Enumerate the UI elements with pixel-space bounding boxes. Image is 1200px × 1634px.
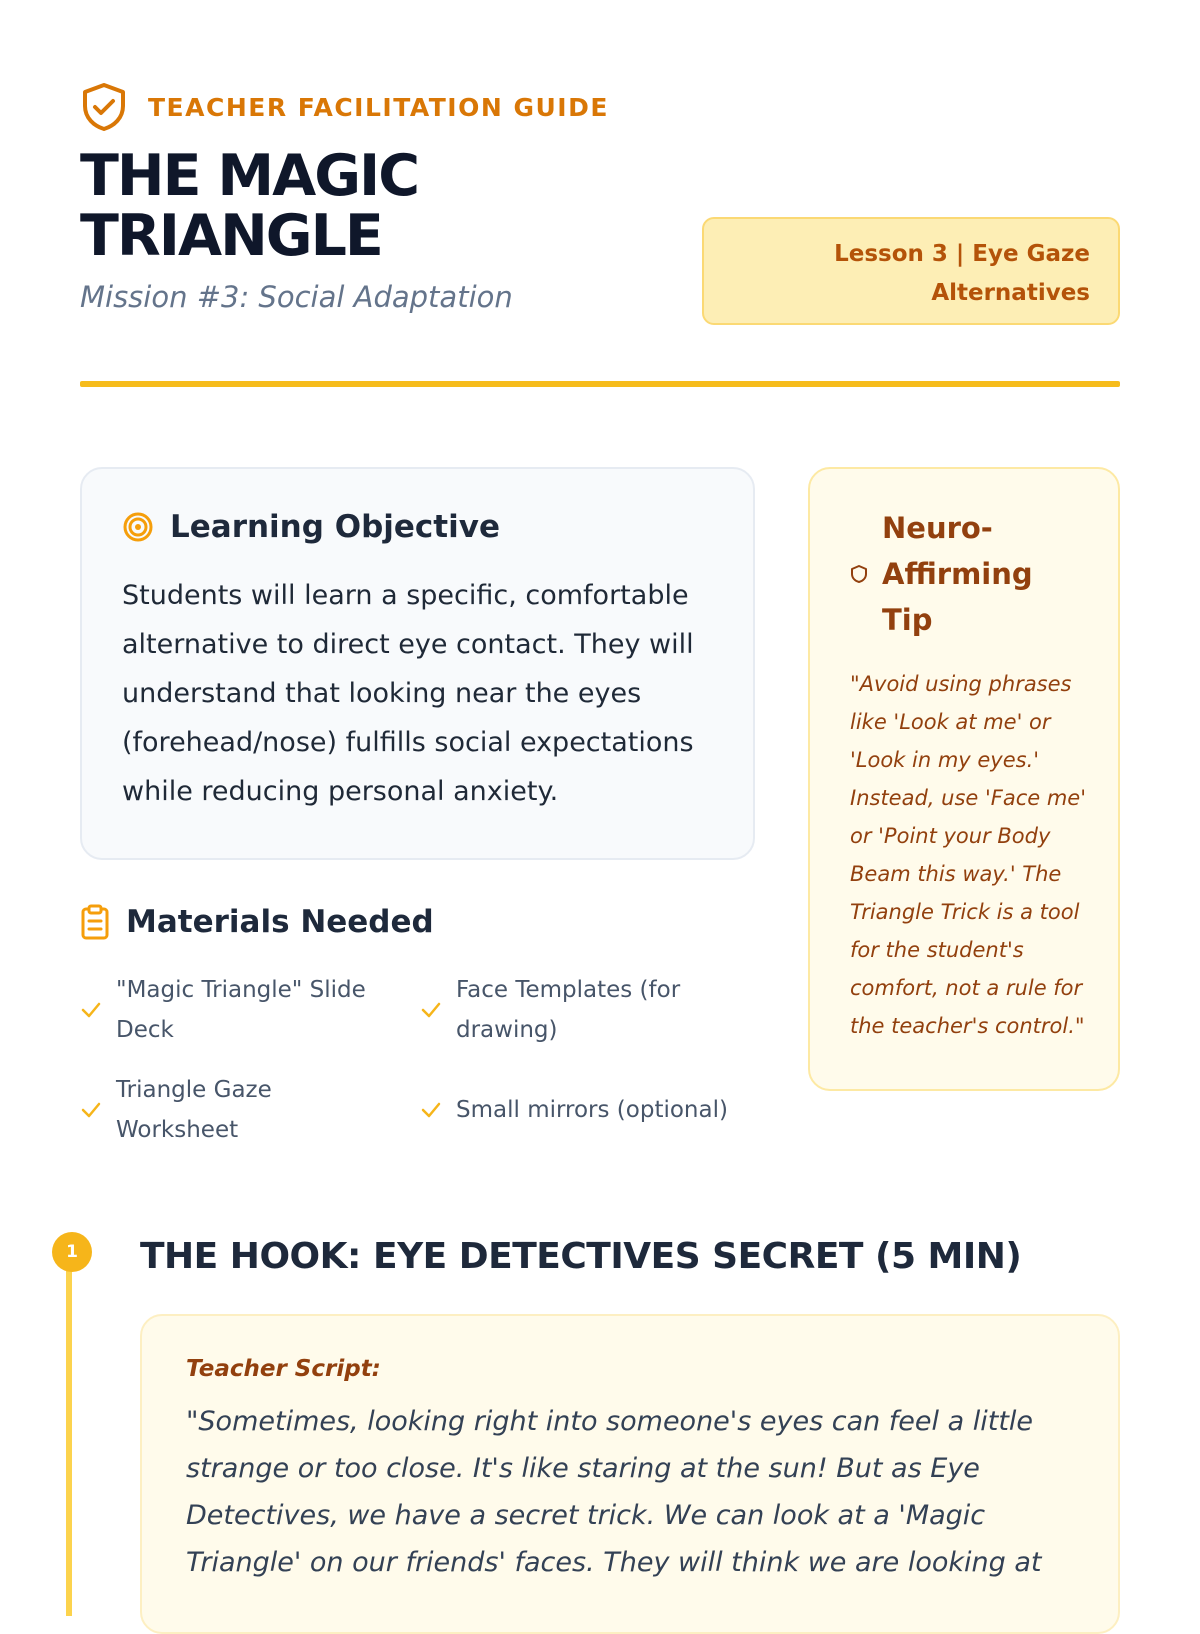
eyebrow-label: TEACHER FACILITATION GUIDE [148,92,609,122]
lesson-badge: Lesson 3 | Eye Gaze Alternatives [702,217,1120,325]
script-text: "Sometimes, looking right into someone's eyes can feel a little strange or too close. It's like staring at the sun! But as Eye Detectives, we have a secret trick. We can look at a 'Magic Triangle' on our friends' faces. They will think we are looking at [186,1406,1042,1578]
neuro-affirming-tip-card [808,467,1120,1091]
target-icon [122,511,154,543]
guide-eyebrow [80,82,609,132]
page-title: THE MAGIC TRIANGLE [80,143,419,269]
step-number-badge: 1 [52,1232,92,1272]
material-label: Triangle Gaze Worksheet [116,1077,272,1143]
objective-header [122,509,713,545]
material-label: "Magic Triangle" Slide Deck [116,977,366,1043]
teacher-script-card [140,1314,1120,1634]
material-label: Small mirrors (optional) [456,1097,728,1123]
material-item [420,970,720,1050]
materials-header [80,904,780,940]
shield-icon [850,564,868,584]
material-item [80,1070,380,1150]
objective-body: Students will learn a specific, comfortable alternative to direct eye contact. They will understand that looking near the eyes (forehead/nose) fulfills social expectations while reducing personal anxiety. [122,580,694,807]
header-divider [80,381,1120,387]
tip-heading: Neuro-Affirming Tip [882,511,1033,637]
clipboard-icon [80,904,110,940]
timeline-bar [66,1236,72,1616]
material-item [420,1090,780,1130]
material-item [80,970,390,1050]
shield-check-icon [80,82,128,132]
check-icon [420,1001,442,1019]
section-title: THE HOOK: EYE DETECTIVES SECRET (5 MIN) [140,1236,1022,1277]
materials-list [80,970,780,1160]
check-icon [80,1001,102,1019]
materials-heading: Materials Needed [126,904,434,940]
check-icon [420,1101,442,1119]
materials-section [80,904,780,1160]
tip-body: "Avoid using phrases like 'Look at me' or 'Look in my eyes.' Instead, use 'Face me' or 'Point your Body Beam this way.' The Triangle Trick is a tool for the student's comfort, not a rule for the teacher's control." [850,672,1087,1038]
facilitation-guide-page [66,0,1120,1600]
material-label: Face Templates (for drawing) [456,977,681,1043]
objective-heading: Learning Objective [170,509,500,545]
learning-objective-card [80,467,755,860]
check-icon [80,1101,102,1119]
script-label: Teacher Script: [186,1356,381,1382]
tip-header [850,505,1090,643]
page-subtitle: Mission #3: Social Adaptation [80,280,513,314]
